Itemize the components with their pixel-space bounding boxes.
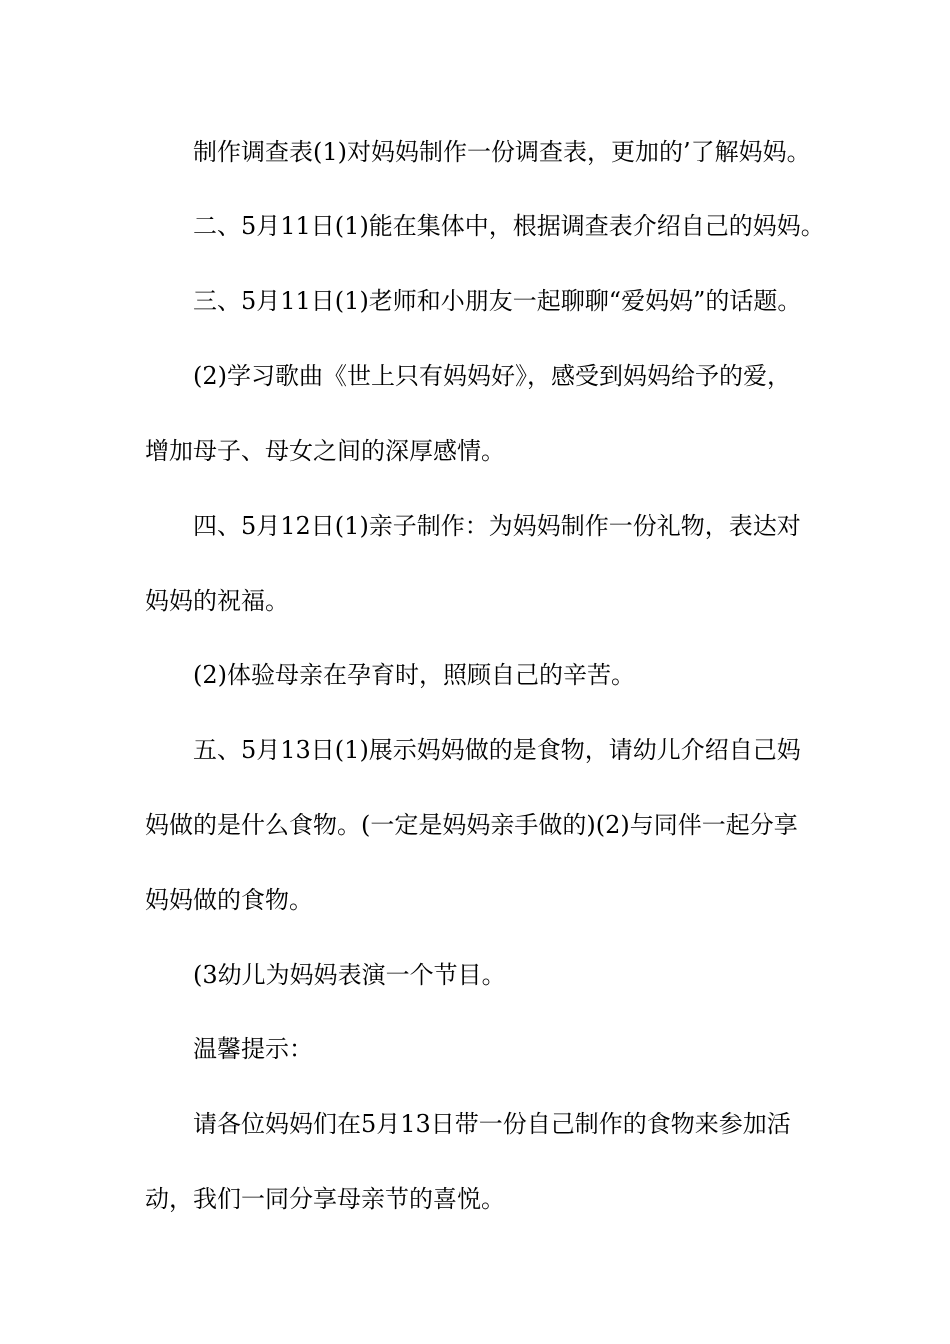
paragraph-song-line-1: (2)学习歌曲《世上只有妈妈好》，感受到妈妈给予的爱，: [193, 362, 791, 390]
tip-heading: 温馨提示：: [193, 1035, 313, 1063]
paragraph-experience: (2)体验母亲在孕育时，照顾自己的辛苦。: [193, 661, 635, 689]
paragraph-day-five-line-3: 妈妈做的食物。: [145, 886, 313, 914]
paragraph-song-line-2: 增加母子、母女之间的深厚感情。: [145, 437, 505, 465]
paragraph-day-four-line-2: 妈妈的祝福。: [145, 587, 289, 615]
tip-body-line-2: 动，我们一同分享母亲节的喜悦。: [145, 1185, 505, 1213]
paragraph-survey-line: 制作调查表(1)对妈妈制作一份调查表，更加的’了解妈妈。: [193, 138, 811, 166]
paragraph-performance: (3幼儿为妈妈表演一个节目。: [193, 961, 506, 989]
paragraph-day-five-line-1: 五、5月13日(1)展示妈妈做的是食物，请幼儿介绍自己妈: [193, 736, 801, 764]
paragraph-day-two: 二、5月11日(1)能在集体中，根据调查表介绍自己的妈妈。: [193, 212, 825, 240]
tip-body-line-1: 请各位妈妈们在5月13日带一份自己制作的食物来参加活: [193, 1110, 791, 1138]
paragraph-day-five-line-2: 妈做的是什么食物。(一定是妈妈亲手做的)(2)与同伴一起分享: [145, 811, 798, 839]
paragraph-day-three: 三、5月11日(1)老师和小朋友一起聊聊“爱妈妈”的话题。: [193, 287, 802, 315]
paragraph-day-four-line-1: 四、5月12日(1)亲子制作：为妈妈制作一份礼物，表达对: [193, 512, 801, 540]
